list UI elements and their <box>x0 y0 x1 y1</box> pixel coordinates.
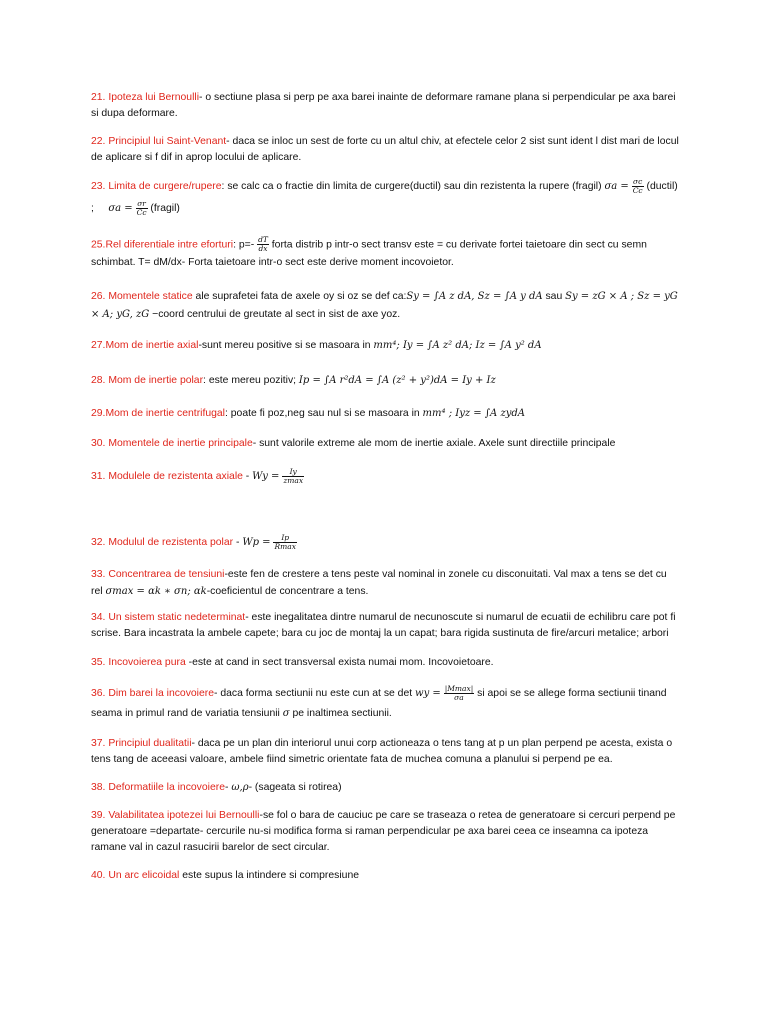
item-36 <box>91 684 679 724</box>
item-text: (ductil) <box>646 181 678 192</box>
item-title: 40. Un arc elicoidal <box>91 870 180 881</box>
item-text: -este fen de crestere a tens peste val nominal in zonele cu disconuitati. Val max a tens se det cu rel <box>91 569 667 597</box>
fraction: $\frac{\sigma c}{Cc}$ <box>632 176 643 195</box>
item-28 <box>91 373 679 389</box>
item-title: 36. Dim barei la incovoiere <box>91 688 215 699</box>
item-title: 34. Un sistem static nedeterminat <box>91 612 246 623</box>
item-text: - <box>242 471 253 482</box>
item-text: - daca forma sectiunii nu este cun at se det <box>214 688 416 699</box>
item-text: -sunt mereu positive si se masoara in <box>198 340 374 351</box>
item-25 <box>91 236 679 272</box>
fraction: $\frac{Ip}{Rmax}$ <box>274 532 296 551</box>
fraction: $\frac{\sigma r}{Cc}$ <box>136 198 147 217</box>
item-text: este supus la intindere si compresiune <box>179 870 359 881</box>
formula: σmax = αk ∗ σn; αk <box>105 586 207 597</box>
item-39 <box>91 808 679 856</box>
fraction: $\frac{dT}{dx}$ <box>258 235 268 253</box>
item-title: 35. Incovoierea pura <box>91 657 186 668</box>
formula: mm⁴ ; Iyz = ∫A zydA <box>422 408 526 419</box>
item-title: 33. Concentrarea de tensiuni <box>91 569 225 580</box>
item-title: 32. Modulul de rezistenta polar <box>91 537 234 548</box>
item-21 <box>91 90 679 122</box>
item-text: −coord centrului de greutate al sect in sist de axe yoz. <box>149 309 401 320</box>
item-text: - o sectiune plasa si perp pe axa barei inainte de deformare ramane plana si perpendicular pe axa barei si dupa deformare. <box>91 92 676 119</box>
item-text: - (sageata si rotirea) <box>248 782 342 793</box>
item-text: si apoi se se allege forma sectiunii tinand seama in primul rand de variatia tensiunii <box>91 688 667 719</box>
item-text: - daca se inloc un sest de forte cu un altul chiv, at efectele celor 2 sist sunt ident l dist mari de locul de aplicare si f dif in aprop locului de aplicare. <box>91 136 679 163</box>
item-27 <box>91 338 679 354</box>
item-text: forta distrib p intr-o sect transv este = cu derivate fortei taietoare din sect cu semn schimbat. T= dM/dx- Forta taietoare intr-o sect este derive moment incovoietor. <box>91 239 647 269</box>
item-title: 31. Modulele de rezistenta axiale <box>91 471 243 482</box>
item-title: 28. Mom de inertie polar <box>91 375 204 386</box>
item-31 <box>91 466 679 488</box>
item-text: pe inaltimea sectiunii. <box>289 708 392 719</box>
item-title: 37. Principiul dualitatii <box>91 738 192 749</box>
item-text: -se fol o bara de cauciuc pe care se traseaza o retea de generatoare si cercuri perpend pe generatoare =departate- cercurile nu-si modifica forma si raman perpendicular pe axa barei ceea ce inseamna ca ipoteza ramane val in cazul rasucirii barelor de sect circular. <box>91 810 676 853</box>
formula: mm⁴; Iy = ∫A z² dA; Iz = ∫A y² dA <box>373 340 542 351</box>
item-32 <box>91 532 679 554</box>
formula: ω,ρ <box>231 782 249 793</box>
formula: Ip = ∫A r²dA = ∫A (z² + y²)dA = Iy + Iz <box>298 375 496 386</box>
item-text: -coeficientul de concentrare a tens. <box>206 586 369 597</box>
item-text: ; <box>91 203 94 214</box>
fraction: $\frac{|Mmax|}{\sigma a}$ <box>444 683 474 702</box>
formula: Wy = <box>252 471 280 482</box>
item-40 <box>91 868 679 884</box>
item-text: ale suprafetei fata de axele oy si oz se def ca: <box>192 291 407 302</box>
formula: Sy = ∫A z dA, Sz = ∫A y dA <box>406 291 543 302</box>
item-title: 30. Momentele de inertie principale <box>91 438 253 449</box>
item-30 <box>91 436 679 452</box>
item-text: : poate fi poz,neg sau nul si se masoara in <box>225 408 423 419</box>
item-text: - este inegalitatea dintre numarul de necunoscute si numarul de ecuatii de echilibru care pot fi scrise. Bara incastrata la ambele capete; bara cu joc de montaj la un capat; bara rigida sustinuta de fire/arcuri metalice; arbori <box>91 612 676 639</box>
formula: Wp = <box>242 537 271 548</box>
formula: σ <box>282 708 290 719</box>
item-title: 38. Deformatiile la incovoiere <box>91 782 225 793</box>
item-text: : p=- <box>233 239 255 251</box>
item-text: - <box>225 782 232 793</box>
item-29 <box>91 406 679 422</box>
item-34 <box>91 610 679 642</box>
item-22 <box>91 134 679 166</box>
item-title: 39. Valabilitatea ipotezei lui Bernoulli <box>91 810 260 821</box>
item-text: - <box>233 537 243 548</box>
formula: σa = <box>604 181 629 192</box>
item-text: : este mereu pozitiv; <box>203 375 299 386</box>
item-33 <box>91 566 679 600</box>
item-37 <box>91 736 679 768</box>
item-text: sau <box>542 291 566 302</box>
formula: wy = <box>415 688 441 699</box>
item-title: 26. Momentele statice <box>91 291 193 302</box>
item-text: -este at cand in sect transversal exista numai mom. Incovoietoare. <box>185 657 494 668</box>
item-35 <box>91 655 679 671</box>
fraction: $\frac{Iy}{zmax}$ <box>283 466 304 485</box>
item-title: 27.Mom de inertie axial <box>91 340 199 351</box>
item-title: 22. Principiul lui Saint-Venant <box>91 136 227 147</box>
item-text: : se calc ca o fractie din limita de curgere(ductil) sau din rezistenta la rupere (fragil) <box>221 181 602 192</box>
item-title: 21. Ipoteza lui Bernoulli <box>91 92 200 103</box>
item-text: - sunt valorile extreme ale mom de inertie axiale. Axele sunt directiile principale <box>252 438 616 449</box>
item-text: (fragil) <box>150 203 180 214</box>
item-title: 29.Mom de inertie centrifugal <box>91 408 225 419</box>
item-title: 23. Limita de curgere/rupere <box>91 181 222 192</box>
item-text: - daca pe un plan din interiorul unui corp actioneaza o tens tang at p un plan perpend pe acesta, exista o tens tang de aceeasi valoare, ambele fiind simetric orientate fata de muchea comuna a planului si perpend pe ea. <box>91 738 673 765</box>
item-26 <box>91 288 679 324</box>
formula: Sy = zG × A ; Sz = yG × A; yG, zG <box>91 291 678 320</box>
item-38 <box>91 780 679 796</box>
item-23 <box>91 176 679 220</box>
item-title: 25.Rel diferentiale intre eforturi <box>91 239 234 251</box>
formula: σa = <box>108 203 133 214</box>
